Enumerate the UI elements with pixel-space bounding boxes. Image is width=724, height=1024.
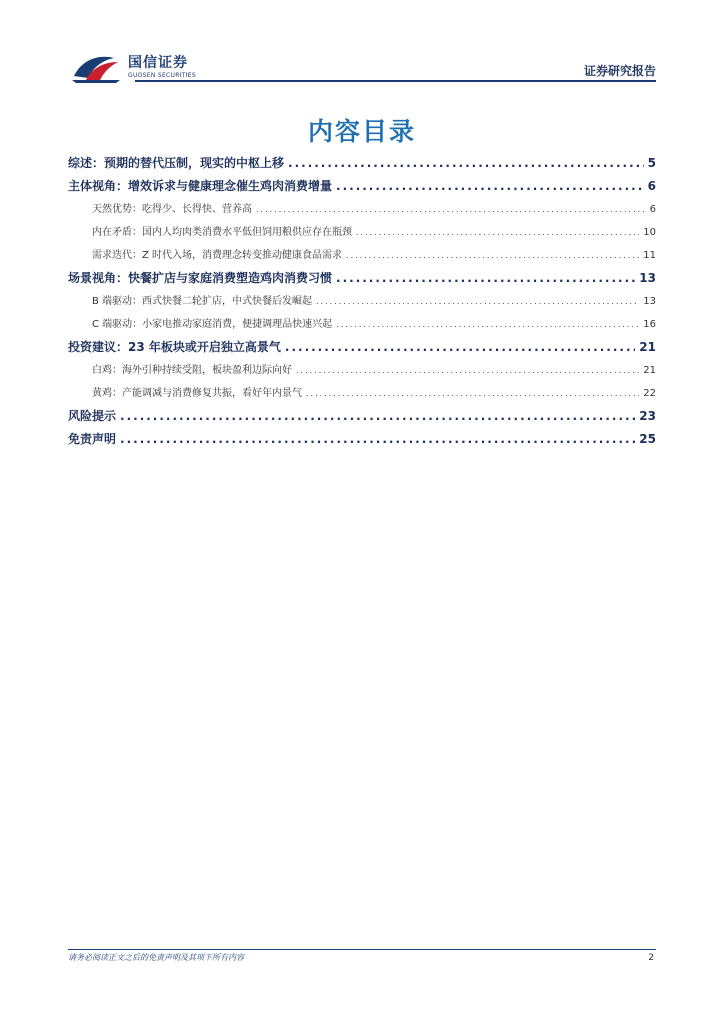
toc-leader-dots [306, 382, 639, 405]
company-logo [70, 50, 196, 84]
toc-entry-c-end-driver[interactable] [68, 313, 656, 336]
toc-entry-white-chicken[interactable] [68, 359, 656, 382]
toc-entry-title: 主体视角：增效诉求与健康理念催生鸡肉消费增量 [68, 179, 333, 193]
toc-leader-dots [296, 359, 639, 382]
toc-leader-dots [336, 313, 639, 336]
toc-entry-title: 综述：预期的替代压制，现实的中枢上移 [68, 156, 285, 170]
table-of-contents [68, 152, 656, 451]
toc-entry-page: 16 [643, 319, 656, 330]
toc-entry-page: 6 [647, 179, 656, 193]
toc-entry-b-end-driver[interactable] [68, 290, 656, 313]
toc-entry-title: C 端驱动：小家电推动家庭消费，便捷调理品快速兴起 [92, 319, 333, 330]
toc-entry-demand-iteration[interactable] [68, 244, 656, 267]
report-type-label: 证券研究报告 [583, 64, 656, 78]
toc-entry-disclaimer[interactable] [68, 428, 656, 451]
toc-entry-internal-conflict[interactable] [68, 221, 656, 244]
toc-entry-title: 免责声明 [68, 432, 117, 446]
toc-entry-title: 白鸡：海外引种持续受阻，板块盈利边际向好 [92, 365, 292, 376]
toc-entry-scenario-view[interactable] [68, 267, 656, 290]
toc-entry-page: 10 [643, 227, 656, 238]
logo-english-name: GUOSEN SECURITIES [128, 71, 197, 79]
toc-entry-page: 13 [643, 296, 656, 307]
toc-entry-title: 投资建议：23 年板块或开启独立高景气 [68, 340, 281, 354]
toc-leader-dots [285, 336, 635, 359]
toc-entry-page: 22 [643, 388, 656, 399]
toc-entry-title: 黄鸡：产能调减与消费修复共振，看好年内景气 [92, 388, 302, 399]
toc-entry-title: 内在矛盾：国内人均肉类消费水平低但饲用粮供应存在瓶颈 [92, 227, 352, 238]
toc-leader-dots [120, 405, 635, 428]
toc-entry-risk-warning[interactable] [68, 405, 656, 428]
toc-entry-page: 23 [639, 409, 656, 423]
toc-leader-dots [316, 290, 639, 313]
toc-entry-title: 需求迭代：Z 时代入场，消费理念转变推动健康食品需求 [92, 250, 343, 261]
toc-entry-page: 13 [639, 271, 656, 285]
toc-leader-dots [256, 198, 646, 221]
toc-entry-page: 6 [649, 204, 656, 215]
toc-entry-page: 5 [647, 156, 656, 170]
toc-leader-dots [120, 428, 635, 451]
toc-title: 内容目录 [307, 117, 416, 146]
toc-entry-yellow-chicken[interactable] [68, 382, 656, 405]
toc-entry-investment-advice[interactable] [68, 336, 656, 359]
toc-entry-title: 场景视角：快餐扩店与家庭消费塑造鸡肉消费习惯 [68, 271, 333, 285]
toc-entry-subject-view[interactable] [68, 175, 656, 198]
toc-leader-dots [346, 244, 639, 267]
toc-entry-summary[interactable] [68, 152, 656, 175]
toc-leader-dots [288, 152, 644, 175]
toc-entry-page: 21 [639, 340, 656, 354]
toc-entry-natural-advantage[interactable] [68, 198, 656, 221]
toc-entry-page: 25 [639, 432, 656, 446]
toc-leader-dots [356, 221, 639, 244]
guosen-logo-icon [70, 50, 122, 84]
toc-entry-title: B 端驱动：西式快餐二轮扩店，中式快餐后发崛起 [92, 296, 313, 307]
toc-leader-dots [336, 267, 635, 290]
footer-disclaimer: 请务必阅读正文之后的免责声明及其项下所有内容 [68, 953, 244, 962]
header-divider [135, 80, 656, 82]
toc-entry-title: 天然优势：吃得少、长得快、营养高 [92, 204, 252, 215]
footer-divider [68, 949, 656, 950]
toc-leader-dots [336, 175, 644, 198]
page-number: 2 [648, 953, 654, 963]
toc-entry-page: 11 [643, 250, 656, 261]
toc-entry-page: 21 [643, 365, 656, 376]
logo-chinese-name: 国信证券 [128, 54, 188, 71]
toc-entry-title: 风险提示 [68, 409, 117, 423]
